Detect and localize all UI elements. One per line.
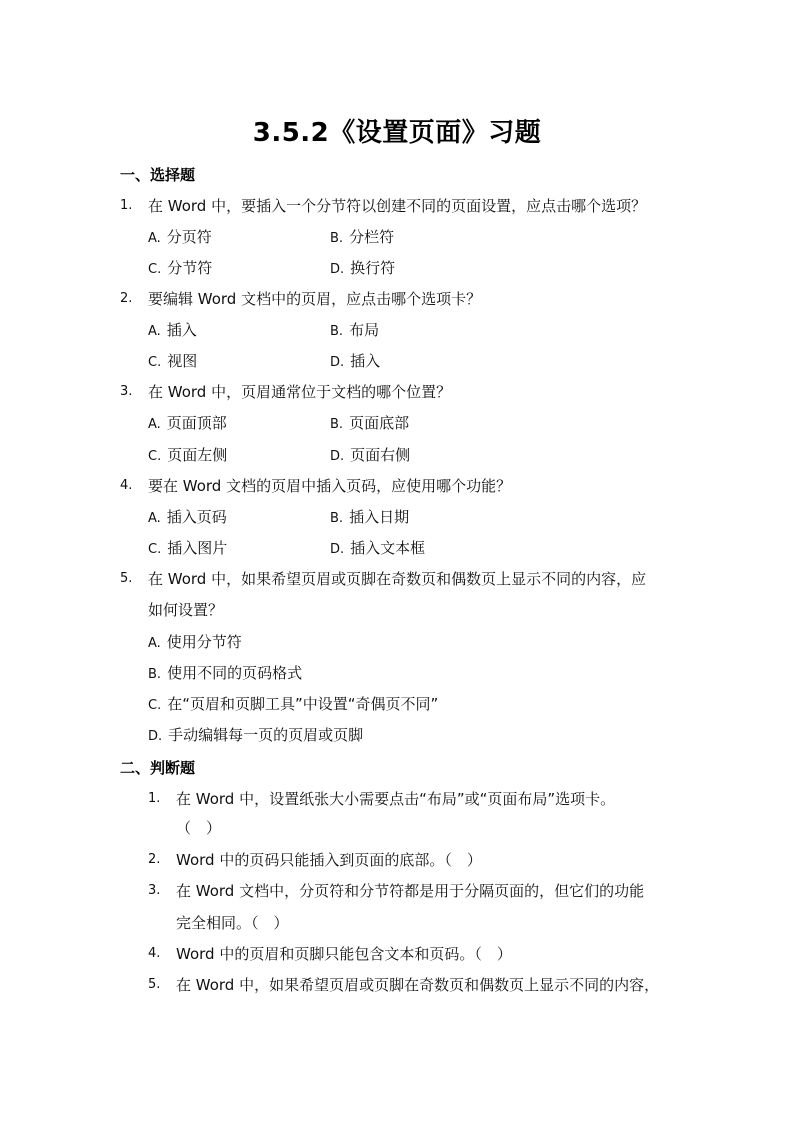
- item-number: 2.: [148, 852, 161, 867]
- item-number: 4.: [148, 946, 161, 961]
- option-letter: A.: [148, 417, 161, 432]
- option-letter: C.: [148, 449, 162, 464]
- question-number: 1.: [120, 198, 133, 213]
- option-letter: B.: [148, 667, 162, 682]
- option-b: [330, 507, 409, 529]
- option-letter: C.: [148, 698, 162, 713]
- question-text-line1: 在 Word 中，如果希望页眉或页脚在奇数页和偶数页上显示不同的内容，应: [148, 570, 647, 588]
- option-text: 使用分节符: [166, 633, 242, 651]
- item-number: 5.: [148, 977, 161, 992]
- item-text-line1: 在 Word 文档中，分页符和分节符都是用于分隔页面的，但它们的功能: [176, 882, 645, 900]
- section-heading-choice: 一、选择题: [120, 166, 196, 184]
- option-letter: C.: [148, 355, 162, 370]
- option-text: 分页符: [166, 228, 212, 246]
- option-text: 插入: [350, 352, 381, 370]
- option-a: [148, 227, 212, 249]
- option-c: [148, 351, 197, 373]
- option-text: 页面左侧: [167, 446, 228, 464]
- option-text: 页面右侧: [350, 446, 411, 464]
- option-text: 分节符: [167, 259, 213, 277]
- option-text: 页面底部: [349, 414, 410, 432]
- option-letter: A.: [148, 324, 161, 339]
- option-b: [148, 663, 302, 685]
- option-letter: A.: [148, 511, 161, 526]
- option-text: 换行符: [350, 259, 396, 277]
- option-text: 布局: [349, 321, 380, 339]
- option-c: [148, 445, 227, 467]
- option-letter: D.: [330, 449, 345, 464]
- option-letter: B.: [330, 511, 344, 526]
- option-b: [330, 320, 379, 342]
- option-text: 视图: [167, 352, 198, 370]
- question-text: 要在 Word 文档的页眉中插入页码，应使用哪个功能？: [148, 477, 512, 495]
- option-text: 插入页码: [166, 508, 227, 526]
- option-text: 插入图片: [167, 539, 228, 557]
- item-text-line2: 完全相同。（ ）: [176, 914, 289, 932]
- item-text-line1: 在 Word 中，如果希望页眉或页脚在奇数页和偶数页上显示不同的内容，: [176, 976, 660, 994]
- option-letter: B.: [330, 231, 344, 246]
- option-b: [330, 227, 394, 249]
- option-letter: D.: [148, 729, 163, 744]
- question-text: 在 Word 中，页眉通常位于文档的哪个位置？: [148, 383, 452, 401]
- item-number: 1.: [148, 791, 161, 806]
- option-d: [330, 351, 380, 373]
- option-a: [148, 632, 242, 654]
- option-d: [148, 725, 363, 747]
- option-letter: B.: [330, 417, 344, 432]
- question-text: 在 Word 中，要插入一个分节符以创建不同的页面设置，应点击哪个选项？: [148, 197, 647, 215]
- option-letter: B.: [330, 324, 344, 339]
- option-a: [148, 320, 197, 342]
- option-d: [330, 538, 425, 560]
- option-c: [148, 694, 438, 716]
- option-c: [148, 538, 227, 560]
- option-text: 插入日期: [349, 508, 410, 526]
- option-letter: D.: [330, 355, 345, 370]
- option-d: [330, 445, 410, 467]
- option-text: 手动编辑每一页的页眉或页脚: [168, 726, 364, 744]
- option-letter: A.: [148, 636, 161, 651]
- item-number: 3.: [148, 883, 161, 898]
- option-text: 分栏符: [349, 228, 395, 246]
- page-title: 3.5.2《设置页面》习题: [252, 118, 542, 148]
- option-text: 在“页眉和页脚工具”中设置“奇偶页不同”: [167, 695, 439, 713]
- option-d: [330, 258, 395, 280]
- question-number: 5.: [120, 571, 133, 586]
- option-letter: D.: [330, 262, 345, 277]
- option-letter: C.: [148, 262, 162, 277]
- section-heading-true-false: 二、判断题: [120, 759, 196, 777]
- item-text-line1: Word 中的页码只能插入到页面的底部。（ ）: [176, 851, 482, 869]
- question-text-line2: 如何设置？: [148, 601, 224, 619]
- option-letter: C.: [148, 542, 162, 557]
- option-text: 页面顶部: [166, 414, 227, 432]
- option-a: [148, 507, 227, 529]
- question-number: 4.: [120, 478, 133, 493]
- option-a: [148, 413, 227, 435]
- question-text: 要编辑 Word 文档中的页眉，应点击哪个选项卡？: [148, 290, 482, 308]
- item-text-line2: （ ）: [176, 819, 222, 837]
- question-number: 2.: [120, 291, 133, 306]
- item-text-line1: 在 Word 中，设置纸张大小需要点击“布局”或“页面布局”选项卡。: [176, 790, 616, 808]
- option-text: 使用不同的页码格式: [167, 664, 303, 682]
- question-number: 3.: [120, 384, 133, 399]
- item-text-line1: Word 中的页眉和页脚只能包含文本和页码。（ ）: [176, 945, 512, 963]
- option-c: [148, 258, 212, 280]
- option-text: 插入: [166, 321, 197, 339]
- option-letter: A.: [148, 231, 161, 246]
- option-b: [330, 413, 409, 435]
- option-text: 插入文本框: [350, 539, 426, 557]
- option-letter: D.: [330, 542, 345, 557]
